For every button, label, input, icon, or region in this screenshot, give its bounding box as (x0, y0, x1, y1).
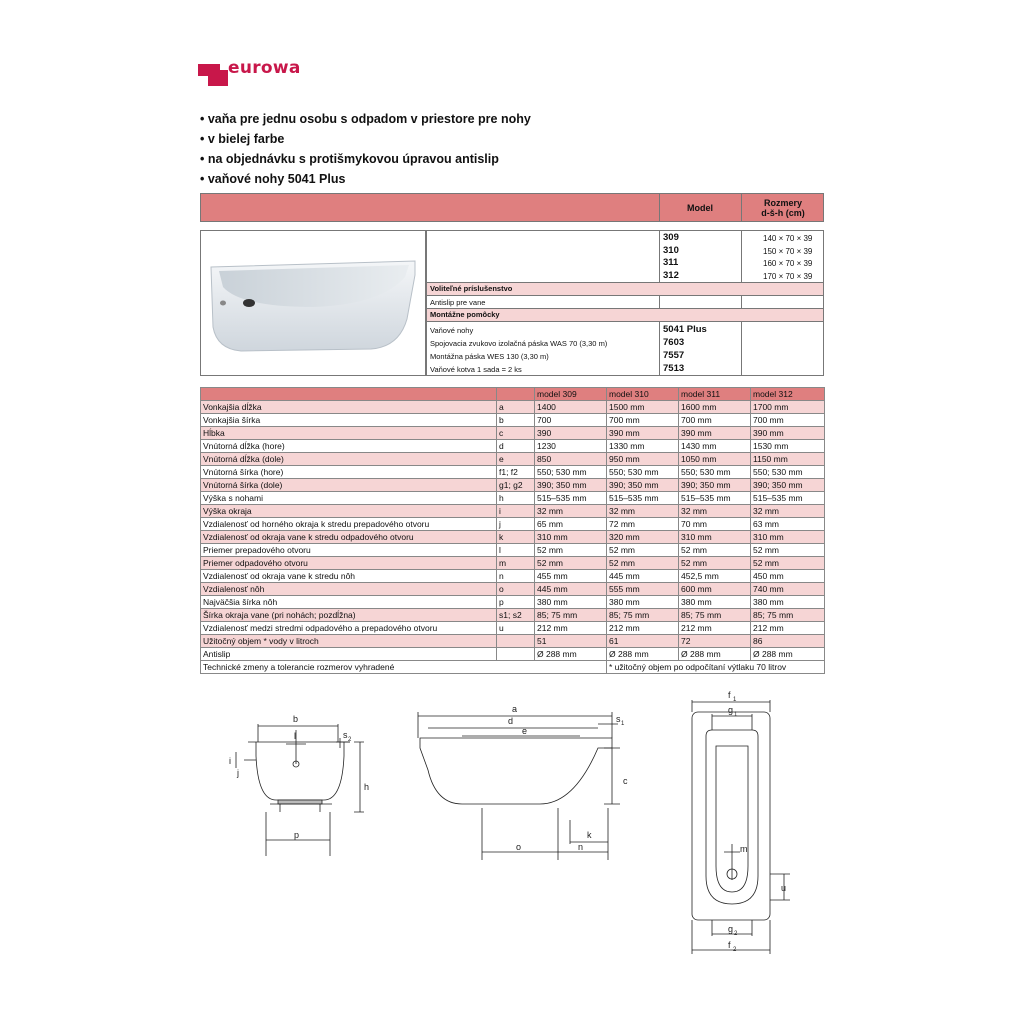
spec-value: 70 mm (679, 518, 751, 531)
spec-value: 600 mm (679, 583, 751, 596)
spec-value: 1500 mm (607, 401, 679, 414)
column-header: model 312 (751, 388, 825, 401)
spec-label: Priemer prepadového otvoru (201, 544, 497, 557)
mounting-item: Spojovacia zvukovo izolačná páska WAS 70 (3,30 m) (430, 339, 608, 348)
footnote-right: * užitočný objem po odpočítaní výtlaku 70 litrov (607, 661, 825, 674)
spec-value: 52 mm (535, 557, 607, 570)
spec-row (201, 440, 825, 453)
spec-value: 550; 530 mm (679, 466, 751, 479)
mounting-code: 7603 (663, 337, 685, 348)
spec-value: 63 mm (751, 518, 825, 531)
spec-label: Hĺbka (201, 427, 497, 440)
spec-value: 740 mm (751, 583, 825, 596)
spec-label: Antislip (201, 648, 497, 661)
spec-value: Ø 288 mm (751, 648, 825, 661)
spec-value: 32 mm (535, 505, 607, 518)
spec-row (201, 492, 825, 505)
spec-row (201, 505, 825, 518)
spec-label: Najväčšia šírka nôh (201, 596, 497, 609)
spec-value: 52 mm (679, 557, 751, 570)
spec-row (201, 635, 825, 648)
spec-value: 32 mm (751, 505, 825, 518)
spec-row (201, 414, 825, 427)
dim-label-g2-sub: 2 (734, 931, 738, 937)
spec-value: 515–535 mm (535, 492, 607, 505)
spec-value: 310 mm (751, 531, 825, 544)
dim-label-g1-sub: 1 (734, 712, 738, 718)
spec-value: 85; 75 mm (535, 609, 607, 622)
spec-symbol: d (497, 440, 535, 453)
dim-label-f2-sub: 2 (733, 947, 737, 953)
spec-value: 445 mm (607, 570, 679, 583)
spec-value: 700 mm (679, 414, 751, 427)
spec-label: Vzdialenosť od horného okraja k stredu prepadového otvoru (201, 518, 497, 531)
mounting-title: Montážne pomôcky (430, 310, 500, 319)
column-header: model 311 (679, 388, 751, 401)
dim-label-o: o (516, 842, 522, 852)
spec-value: 310 mm (679, 531, 751, 544)
spec-value: Ø 288 mm (679, 648, 751, 661)
spec-value: 1430 mm (679, 440, 751, 453)
feature-item: • vaňové nohy 5041 Plus (200, 169, 531, 189)
eurowa-logo-text: eurowa (228, 58, 301, 78)
spec-value: 212 mm (751, 622, 825, 635)
spec-symbol: i (497, 505, 535, 518)
spec-symbol: a (497, 401, 535, 414)
dim-label-m: m (740, 844, 748, 854)
spec-value: 700 mm (607, 414, 679, 427)
spec-value: 310 mm (535, 531, 607, 544)
spec-value: 390; 350 mm (607, 479, 679, 492)
spec-label: Priemer odpadového otvoru (201, 557, 497, 570)
model-list (427, 231, 823, 283)
spec-row (201, 648, 825, 661)
spec-value: 52 mm (607, 557, 679, 570)
spec-value: Ø 288 mm (607, 648, 679, 661)
dim-label-l: l (294, 731, 296, 741)
spec-value: 212 mm (607, 622, 679, 635)
spec-value: 850 (535, 453, 607, 466)
specification-table (200, 387, 825, 674)
dim-label-a: a (512, 704, 518, 714)
dim-label-h: h (364, 782, 370, 792)
footnote-left: Technické zmeny a tolerancie rozmerov vyhradené (201, 661, 607, 674)
spec-symbol: e (497, 453, 535, 466)
spec-value: 212 mm (679, 622, 751, 635)
spec-value: Ø 288 mm (535, 648, 607, 661)
spec-row (201, 544, 825, 557)
spec-value: 550; 530 mm (535, 466, 607, 479)
bathtub-image (201, 231, 425, 375)
spec-row (201, 557, 825, 570)
spec-value: 52 mm (751, 544, 825, 557)
column-header: model 309 (535, 388, 607, 401)
spec-row (201, 453, 825, 466)
spec-row (201, 427, 825, 440)
spec-value: 52 mm (535, 544, 607, 557)
dim-label-k: k (587, 830, 592, 840)
spec-value: 452,5 mm (679, 570, 751, 583)
accessory-item: Antislip pre vane (430, 298, 486, 307)
spec-row (201, 609, 825, 622)
dim-label-f1: f (728, 690, 731, 700)
spec-value: 72 mm (607, 518, 679, 531)
product-image (200, 230, 426, 376)
spec-value: 1530 mm (751, 440, 825, 453)
spec-value: 550; 530 mm (751, 466, 825, 479)
spec-row (201, 401, 825, 414)
spec-symbol: m (497, 557, 535, 570)
dim-label-n: n (578, 842, 584, 852)
mounting-code: 5041 Plus (663, 324, 707, 335)
spec-symbol: l (497, 544, 535, 557)
spec-value: 61 (607, 635, 679, 648)
column-header: model 310 (607, 388, 679, 401)
dim-label-u: u (781, 883, 787, 893)
spec-value: 72 (679, 635, 751, 648)
spec-symbol (497, 635, 535, 648)
spec-row (201, 622, 825, 635)
feature-list (200, 109, 531, 189)
spec-label: Vnútorná dĺžka (hore) (201, 440, 497, 453)
spec-symbol: s1; s2 (497, 609, 535, 622)
spec-value: 390; 350 mm (751, 479, 825, 492)
spec-footnote-row (201, 661, 825, 674)
spec-value: 700 mm (751, 414, 825, 427)
dim-label-p: p (294, 830, 300, 840)
spec-value: 390 (535, 427, 607, 440)
spec-label: Vnútorná šírka (dole) (201, 479, 497, 492)
spec-value: 1230 (535, 440, 607, 453)
spec-value: 51 (535, 635, 607, 648)
dim-label-g1: g (728, 705, 734, 715)
spec-value: 390 mm (751, 427, 825, 440)
spec-value: 1600 mm (679, 401, 751, 414)
spec-value: 85; 75 mm (607, 609, 679, 622)
spec-row (201, 570, 825, 583)
dim-label-c: c (623, 776, 628, 786)
spec-value: 515–535 mm (751, 492, 825, 505)
model-code: 311 (663, 257, 679, 268)
spec-value: 52 mm (607, 544, 679, 557)
feature-item: • v bielej farbe (200, 129, 531, 149)
spec-value: 1700 mm (751, 401, 825, 414)
accessories-title: Voliteľné príslušenstvo (430, 284, 513, 293)
spec-value: 1400 (535, 401, 607, 414)
mounting-code: 7557 (663, 350, 685, 361)
spec-row (201, 518, 825, 531)
spec-symbol: h (497, 492, 535, 505)
mounting-code: 7513 (663, 363, 685, 374)
product-table-header (200, 193, 824, 222)
spec-value: 86 (751, 635, 825, 648)
spec-value: 390; 350 mm (535, 479, 607, 492)
spec-value: 52 mm (679, 544, 751, 557)
spec-label: Vzdialenosť nôh (201, 583, 497, 596)
spec-label: Vonkajšia dĺžka (201, 401, 497, 414)
spec-row (201, 583, 825, 596)
spec-value: 450 mm (751, 570, 825, 583)
spec-symbol: o (497, 583, 535, 596)
spec-symbol: j (497, 518, 535, 531)
dim-label-b: b (293, 714, 299, 724)
spec-value: 65 mm (535, 518, 607, 531)
dim-label-s2: s (343, 730, 348, 740)
spec-label: Vonkajšia šírka (201, 414, 497, 427)
spec-value: 32 mm (607, 505, 679, 518)
spec-label: Vzdialenosť od okraja vane k stredu odpadového otvoru (201, 531, 497, 544)
model-header: Model (687, 203, 713, 213)
spec-row (201, 596, 825, 609)
spec-value: 1330 mm (607, 440, 679, 453)
dim-label-f2: f (728, 940, 731, 950)
dim-label-s2-sub: 2 (348, 737, 352, 743)
dim-label-i: i (229, 756, 231, 766)
spec-symbol (497, 648, 535, 661)
spec-label: Vzdialenosť od okraja vane k stredu nôh (201, 570, 497, 583)
model-code: 310 (663, 244, 679, 256)
feature-item: • na objednávku s protišmykovou úpravou antislip (200, 149, 531, 169)
spec-label: Užitočný objem * vody v litroch (201, 635, 497, 648)
spec-header-row (201, 388, 825, 401)
spec-value: 1050 mm (679, 453, 751, 466)
spec-label: Výška okraja (201, 505, 497, 518)
model-code: 309 (663, 232, 679, 243)
spec-label: Vnútorná šírka (hore) (201, 466, 497, 479)
dimensions-header: Rozmery d-š-h (cm) (761, 198, 805, 218)
mounting-item: Montážna páska WES 130 (3,30 m) (430, 352, 549, 361)
mounting-item: Vaňové nohy (430, 326, 474, 335)
product-info-block (426, 230, 824, 376)
spec-symbol: k (497, 531, 535, 544)
spec-value: 212 mm (535, 622, 607, 635)
spec-symbol: f1; f2 (497, 466, 535, 479)
spec-value: 85; 75 mm (751, 609, 825, 622)
spec-value: 380 mm (751, 596, 825, 609)
spec-symbol: b (497, 414, 535, 427)
spec-row (201, 531, 825, 544)
spec-value: 380 mm (535, 596, 607, 609)
spec-value: 555 mm (607, 583, 679, 596)
spec-value: 390 mm (679, 427, 751, 440)
spec-value: 32 mm (679, 505, 751, 518)
spec-symbol: n (497, 570, 535, 583)
model-dimensions: 150 × 70 × 39 (763, 246, 813, 256)
spec-label: Výška s nohami (201, 492, 497, 505)
spec-value: 455 mm (535, 570, 607, 583)
spec-value: 1150 mm (751, 453, 825, 466)
spec-value: 950 mm (607, 453, 679, 466)
model-dimensions: 160 × 70 × 39 (763, 259, 813, 268)
model-dimensions: 140 × 70 × 39 (763, 234, 813, 243)
spec-row (201, 479, 825, 492)
spec-value: 390; 350 mm (679, 479, 751, 492)
spec-row (201, 466, 825, 479)
dim-label-d: d (508, 716, 514, 726)
spec-value: 85; 75 mm (679, 609, 751, 622)
spec-symbol: g1; g2 (497, 479, 535, 492)
spec-symbol: u (497, 622, 535, 635)
dim-label-s1: s (616, 714, 621, 724)
spec-value: 52 mm (751, 557, 825, 570)
spec-symbol: p (497, 596, 535, 609)
spec-label: Šírka okraja vane (pri nohách; pozdĺžna) (201, 609, 497, 622)
spec-value: 380 mm (607, 596, 679, 609)
spec-value: 380 mm (679, 596, 751, 609)
mounting-item: Vaňové kotva 1 sada = 2 ks (430, 365, 522, 374)
model-code: 312 (663, 269, 679, 281)
spec-value: 320 mm (607, 531, 679, 544)
spec-symbol: c (497, 427, 535, 440)
spec-value: 390 mm (607, 427, 679, 440)
model-dimensions: 170 × 70 × 39 (763, 271, 813, 281)
dim-label-e: e (522, 726, 528, 736)
spec-label: Vzdialenosť medzi stredmi odpadového a prepadového otvoru (201, 622, 497, 635)
spec-value: 515–535 mm (679, 492, 751, 505)
spec-value: 700 (535, 414, 607, 427)
feature-item: • vaňa pre jednu osobu s odpadom v priestore pre nohy (200, 109, 531, 129)
dim-label-g2: g (728, 924, 734, 934)
spec-value: 445 mm (535, 583, 607, 596)
dim-label-j: j (237, 768, 239, 778)
spec-value: 515–535 mm (607, 492, 679, 505)
spec-value: 550; 530 mm (607, 466, 679, 479)
spec-label: Vnútorná dĺžka (dole) (201, 453, 497, 466)
dim-label-f1-sub: 1 (733, 697, 737, 703)
dim-label-s1-sub: 1 (621, 721, 625, 727)
